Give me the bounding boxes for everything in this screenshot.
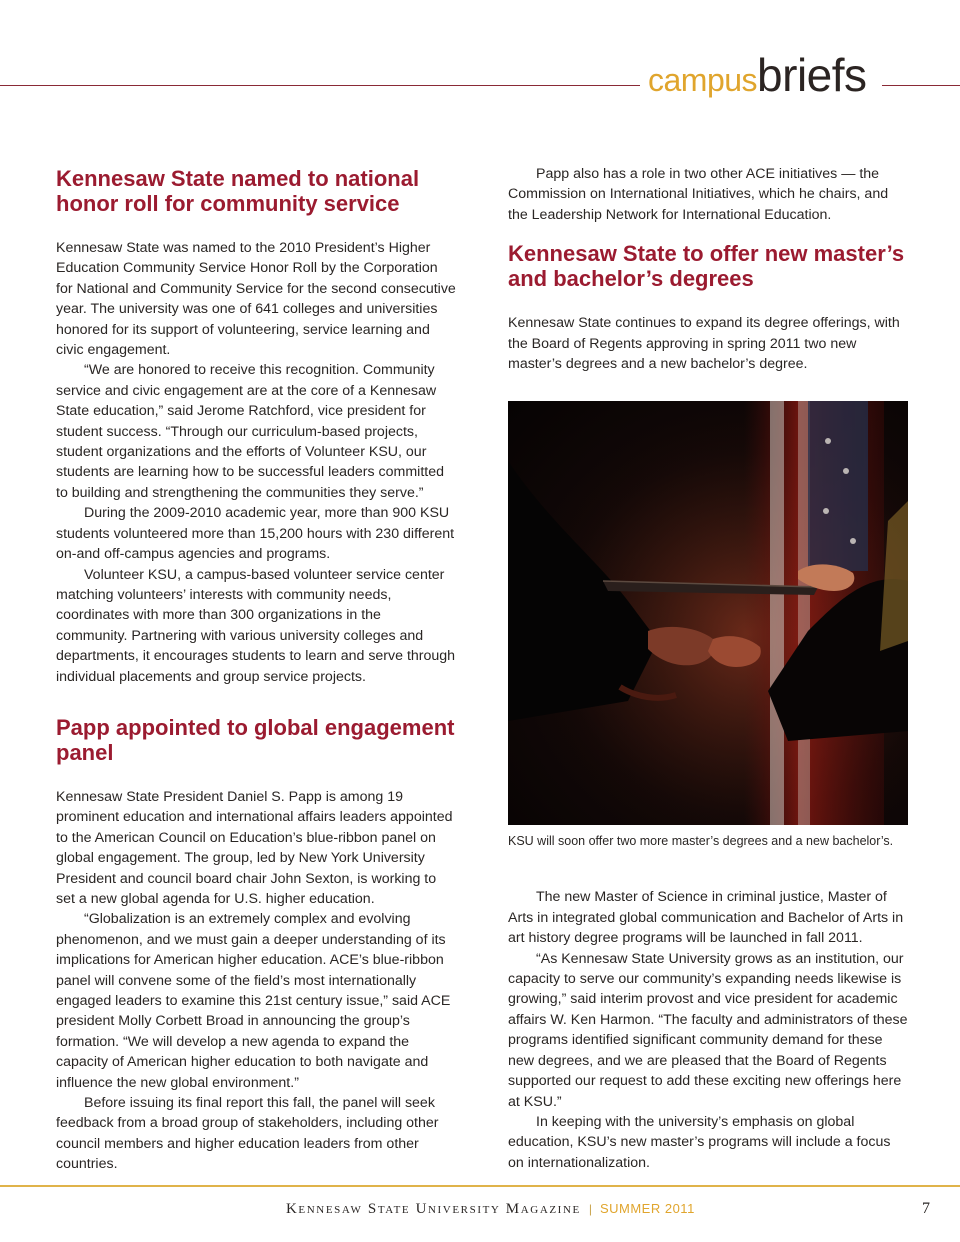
honor-roll-headline: Kennesaw State named to national honor roll for community service [56, 166, 420, 216]
degrees-paragraph: In keeping with the university’s emphasis on global education, KSU’s new master’s programs will include a focus on internationalization. [508, 1113, 891, 1171]
page-number: 7 [922, 1200, 930, 1217]
section-header-campus: campus [648, 62, 758, 98]
papp-paragraph: Before issuing its final report this fall, the panel will seek feedback from a broad group of stakeholders, including other council members and higher education leaders from other countries. [56, 1095, 439, 1173]
papp-paragraph: Kennesaw State President Daniel S. Papp is among 19 prominent education and international affairs leaders appointed to the American Council on Education’s blue-ribbon panel on global engagement. The group, led by New York University President and council board chair John Sexton, is working to set a new global agenda for U.S. higher education. [56, 788, 453, 907]
magazine-name: Kennesaw State University Magazine [286, 1201, 581, 1217]
spacer [508, 849, 908, 887]
degrees-paragraph: The new Master of Science in criminal justice, Master of Arts in integrated global communication and Bachelor of Arts in art history degree programs will be launched in fall 2011. [508, 889, 904, 947]
header-rule-left [0, 85, 640, 86]
spacer [56, 687, 456, 715]
footer-rule [0, 1185, 960, 1187]
spacer [508, 225, 908, 241]
spacer [56, 216, 456, 238]
spacer [56, 765, 456, 787]
right-column [508, 164, 908, 1173]
section-header [648, 49, 867, 101]
photo-illustration [508, 401, 908, 825]
honor-roll-paragraph: Kennesaw State was named to the 2010 President’s Higher Education Community Service Honor Roll by the Corporation for National and Community Service for the second consecutive year. The university was one of 641 colleges and universities honored for its support of volunteering, service learning and civic engagement. [56, 240, 456, 359]
honor-roll-paragraph: During the 2009-2010 academic year, more than 900 KSU students volunteered more than 15,200 hours with 230 different on-and off-campus agencies and programs. [56, 505, 455, 563]
diploma-handshake-photo [508, 401, 908, 825]
spacer [508, 291, 908, 313]
honor-roll-paragraph: Volunteer KSU, a campus-based volunteer service center matching volunteers’ interests with community needs, coordinates with more than 300 organizations in the community. Partnering with various university colleges and departments, it encourages students to learn and serve through individual placements and group service projects. [56, 566, 456, 685]
papp-headline: Papp appointed to global engagement panel [56, 714, 455, 765]
left-column [56, 164, 456, 1175]
footer [286, 1200, 695, 1218]
degrees-paragraph: “As Kennesaw State University grows as an institution, our capacity to serve our community’s expanding needs likewise is growing,” said interim provost and vice president for academic affairs W. Ken Harmon. “The faculty and administrators of these programs identified significant community demand for these new degrees, and we are pleased that the Board of Regents supported our request to add these exciting new offerings here at KSU.” [508, 950, 908, 1110]
honor-roll-paragraph: “We are honored to receive this recognition. Community service and civic engagement are at the core of a Kennesaw State education,” said Jerome Ratchford, vice president for student success. “Through our curriculum-based projects, student organizations and the efforts of Volunteer KSU, our students are learning how to be successful leaders committed to building and strengthening the communities they serve.” [56, 362, 444, 501]
degrees-headline: Kennesaw State to offer new master’s and bachelor’s degrees [508, 241, 905, 292]
section-header-briefs: briefs [757, 49, 867, 101]
header-rule-right [882, 85, 960, 86]
papp-continued-paragraph: Papp also has a role in two other ACE initiatives — the Commission on International Initiatives, which he chairs, and the Leadership Network for International Education. [508, 166, 889, 223]
degrees-intro: Kennesaw State continues to expand its degree offerings, with the Board of Regents approving in spring 2011 two new master’s degrees and a new bachelor’s degree. [508, 315, 900, 373]
photo-caption: KSU will soon offer two more master’s degrees and a new bachelor’s. [508, 834, 894, 849]
footer-separator: | [588, 1202, 592, 1216]
issue-label: SUMMER 2011 [599, 1201, 695, 1216]
papp-paragraph: “Globalization is an extremely complex and evolving phenomenon, and we must gain a deeper understanding of its implications for American higher education. ACE’s blue-ribbon panel will convene some of the field’s most internationally engaged leaders to examine this 21st century issue,” said ACE president Molly Corbett Broad in announcing the group’s formation. “We will develop a new agenda to expand the capacity of American higher education to both navigate and influence the new global environment.” [56, 911, 451, 1091]
